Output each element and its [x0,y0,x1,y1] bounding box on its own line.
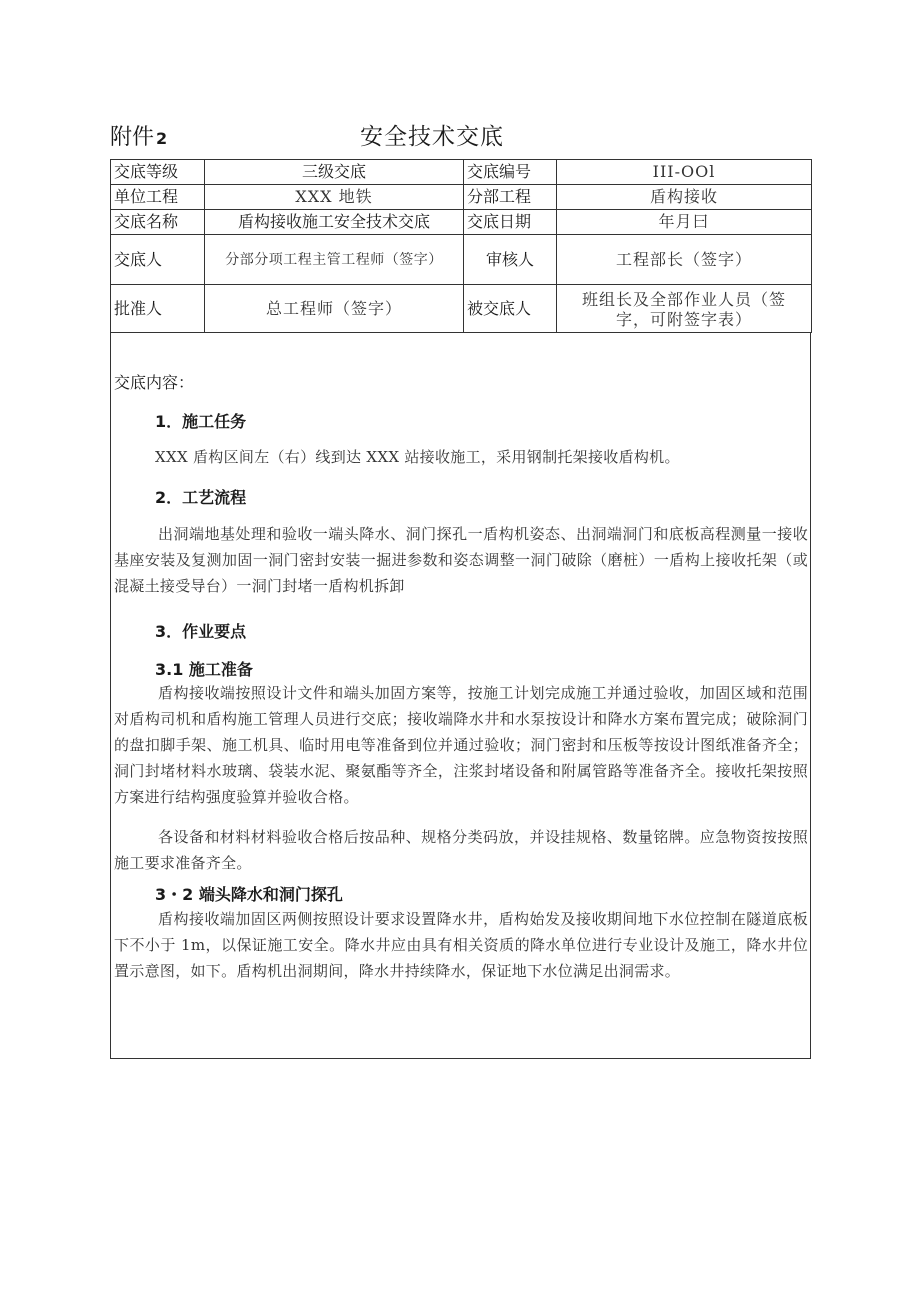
title-row [110,118,810,154]
level-value: 三级交底 [205,160,464,185]
part-label: 分部工程 [464,185,557,210]
approver-value: 总工程师（签字） [205,285,464,333]
content-box [110,332,811,1059]
discloser-label: 交底人 [111,235,205,285]
date-label: 交底日期 [464,210,557,235]
table-row [111,210,812,235]
name-value: 盾构接收施工安全技术交底 [205,210,464,235]
info-table [110,159,812,333]
section-2-title: 2．工艺流程 [155,488,247,507]
recipient-label: 被交底人 [464,285,557,333]
table-row [111,285,812,333]
recipient-value: 班组长及全部作业人员（签字，可附签字表） [557,285,812,333]
section-3-1-text-2: 各设备和材料材料验收合格后按品种、规格分类码放，并设挂规格、数量铭牌。应急物资按按照施工要求准备齐全。 [114,828,808,872]
content-label: 交底内容： [114,373,195,392]
attachment-label: 附件 2 [110,125,168,150]
section-3-1-title: 3.1 施工准备 [155,660,253,679]
name-label: 交底名称 [111,210,205,235]
level-label: 交底等级 [111,160,205,185]
reviewer-value: 工程部长（签字） [557,235,812,285]
code-value: III-OOl [557,160,812,185]
date-value: 年月曰 [557,210,812,235]
table-row [111,160,812,185]
part-value: 盾构接收 [557,185,812,210]
section-3-2-title: 3・2 端头降水和洞门探孔 [155,885,343,904]
reviewer-label: 审核人 [464,235,557,285]
table-row [111,185,812,210]
unit-value: XXX 地铁 [205,185,464,210]
discloser-value: 分部分项工程主管工程师（签字） [205,235,464,285]
section-3-1-text-1: 盾构接收端按照设计文件和端头加固方案等，按施工计划完成施工并通过验收，加固区域和范围对盾构司机和盾构施工管理人员进行交底；接收端降水井和水泵按设计和降水方案布置完成；破除洞门的盘扣脚手架、施工机具、临时用电等准备到位并通过验收；洞门密封和压板等按设计图纸准备齐全；洞门封堵材料水玻璃、袋装水泥、聚氨酯等齐全，注浆封堵设备和附属管路等准备齐全。接收托架按照方案进行结构强度验算并验收合格。 [114,684,808,806]
code-label: 交底编号 [464,160,557,185]
section-3-2-text: 盾构接收端加固区两侧按照设计要求设置降水井，盾构始发及接收期间地下水位控制在隧道底板下不小于 1m，以保证施工安全。降水井应由具有相关资质的降水单位进行专业设计及施工，降水井位置示意图，如下。盾构机出洞期间，降水井持续降水，保证地下水位满足出洞需求。 [114,910,808,980]
unit-label: 单位工程 [111,185,205,210]
document-title: 安全技术交底 [360,124,504,150]
approver-label: 批准人 [111,285,205,333]
section-3-title: 3．作业要点 [155,622,247,641]
section-2-text: 出洞端地基处理和验收一端头降水、洞门探孔一盾构机姿态、出洞端洞门和底板高程测量一接收基座安装及复测加固一洞门密封安装一掘进参数和姿态调整一洞门破除（磨桩）一盾构上接收托架（或混凝土接受导台）一洞门封堵一盾构机拆卸 [114,525,808,595]
section-1-text: XXX 盾构区间左（右）线到达 XXX 站接收施工，采用钢制托架接收盾构机。 [155,448,680,466]
section-1-title: 1．施工任务 [155,412,247,431]
table-row [111,235,812,285]
